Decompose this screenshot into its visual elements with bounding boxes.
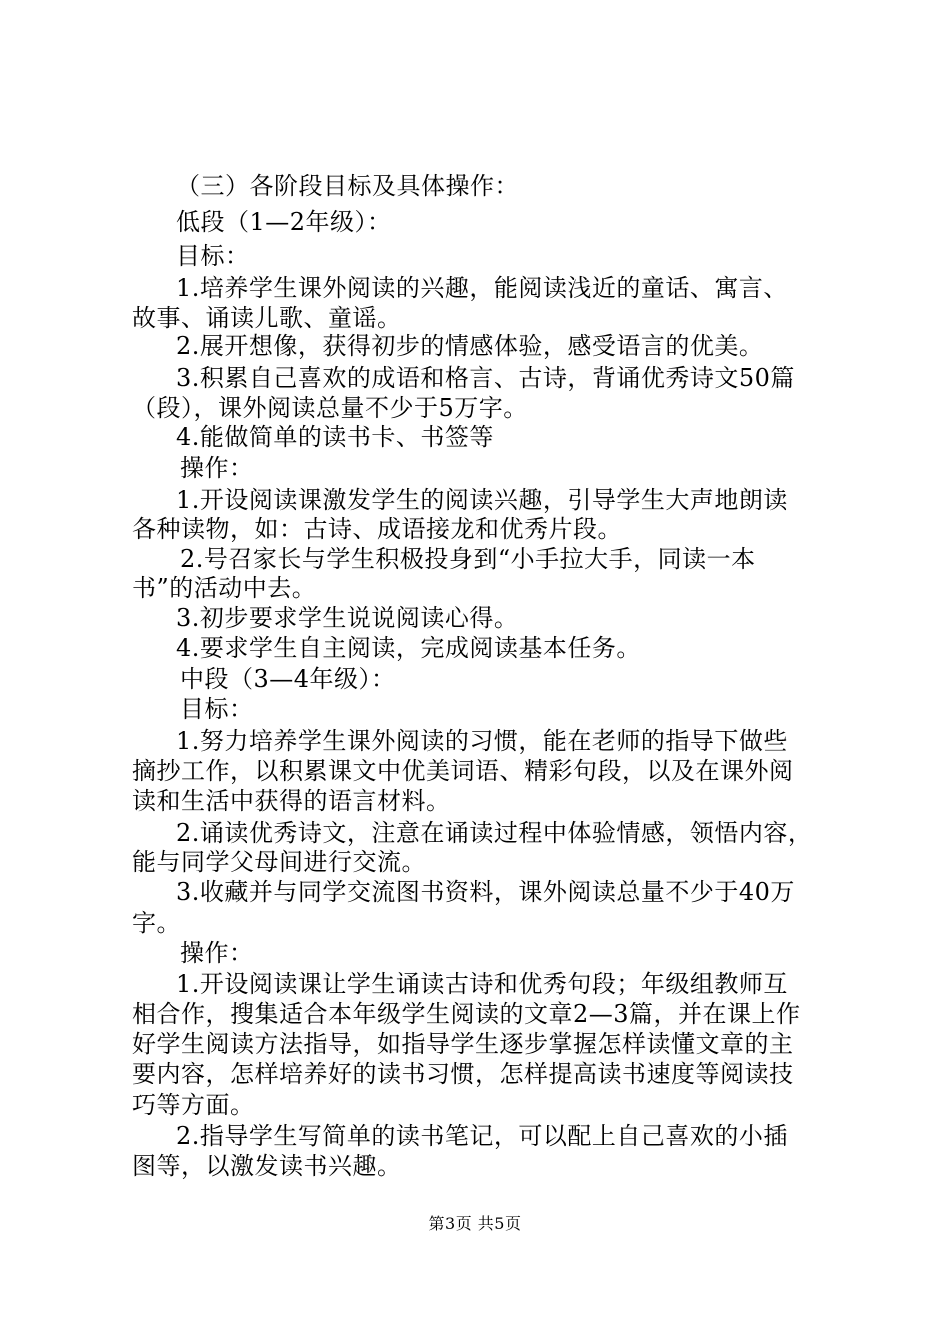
paragraph-line: 1.努力培养学生课外阅读的习惯，能在老师的指导下做些	[176, 727, 788, 755]
paragraph-line: 相合作，搜集适合本年级学生阅读的文章2—3篇，并在课上作	[132, 1000, 801, 1028]
stage-heading-low: 低段（1—2年级）：	[176, 208, 392, 236]
page-number-footer: 第3页 共5页	[428, 1214, 522, 1233]
paragraph-line: 3.积累自己喜欢的成语和格言、古诗，背诵优秀诗文50篇	[176, 364, 795, 392]
paragraph-line: 3.初步要求学生说说阅读心得。	[176, 604, 519, 632]
paragraph-line: 2.号召家长与学生积极投身到“小手拉大手，同读一本	[180, 545, 756, 573]
goals-label: 目标：	[180, 695, 254, 723]
paragraph-line: 读和生活中获得的语言材料。	[132, 787, 451, 815]
paragraph-line: 故事、诵读儿歌、童谣。	[132, 304, 402, 332]
paragraph-line: 1.培养学生课外阅读的兴趣，能阅读浅近的童话、寓言、	[176, 274, 788, 302]
paragraph-line: 要内容，怎样培养好的读书习惯，怎样提高读书速度等阅读技	[132, 1060, 794, 1088]
operations-label: 操作：	[180, 454, 254, 482]
stage-heading-mid: 中段（3—4年级）：	[180, 665, 396, 693]
paragraph-line: 摘抄工作，以积累课文中优美词语、精彩句段，以及在课外阅	[132, 757, 794, 785]
paragraph-line: 3.收藏并与同学交流图书资料，课外阅读总量不少于40万	[176, 878, 795, 906]
paragraph-line: 好学生阅读方法指导，如指导学生逐步掌握怎样读懂文章的主	[132, 1030, 794, 1058]
paragraph-line: 巧等方面。	[132, 1091, 255, 1119]
section-heading: （三）各阶段目标及具体操作：	[176, 172, 519, 200]
paragraph-line: 图等，以激发读书兴趣。	[132, 1152, 402, 1180]
operations-label: 操作：	[180, 939, 254, 967]
paragraph-line: 各种读物，如：古诗、成语接龙和优秀片段。	[132, 515, 622, 543]
goals-label: 目标：	[176, 242, 250, 270]
paragraph-line: 书”的活动中去。	[132, 574, 317, 602]
paragraph-line: 2.诵读优秀诗文，注意在诵读过程中体验情感，领悟内容，	[176, 819, 813, 847]
paragraph-line: 1.开设阅读课让学生诵读古诗和优秀句段；年级组教师互	[176, 970, 788, 998]
paragraph-line: （段），课外阅读总量不少于5万字。	[132, 394, 528, 422]
paragraph-line: 字。	[132, 909, 181, 937]
paragraph-line: 2.指导学生写简单的读书笔记，可以配上自己喜欢的小插	[176, 1122, 788, 1150]
paragraph-line: 能与同学父母间进行交流。	[132, 848, 426, 876]
paragraph-line: 1.开设阅读课激发学生的阅读兴趣，引导学生大声地朗读	[176, 486, 788, 514]
paragraph-line: 4.要求学生自主阅读，完成阅读基本任务。	[176, 634, 641, 662]
paragraph-line: 2.展开想像，获得初步的情感体验，感受语言的优美。	[176, 332, 764, 360]
paragraph-line: 4.能做简单的读书卡、书签等	[176, 423, 494, 451]
